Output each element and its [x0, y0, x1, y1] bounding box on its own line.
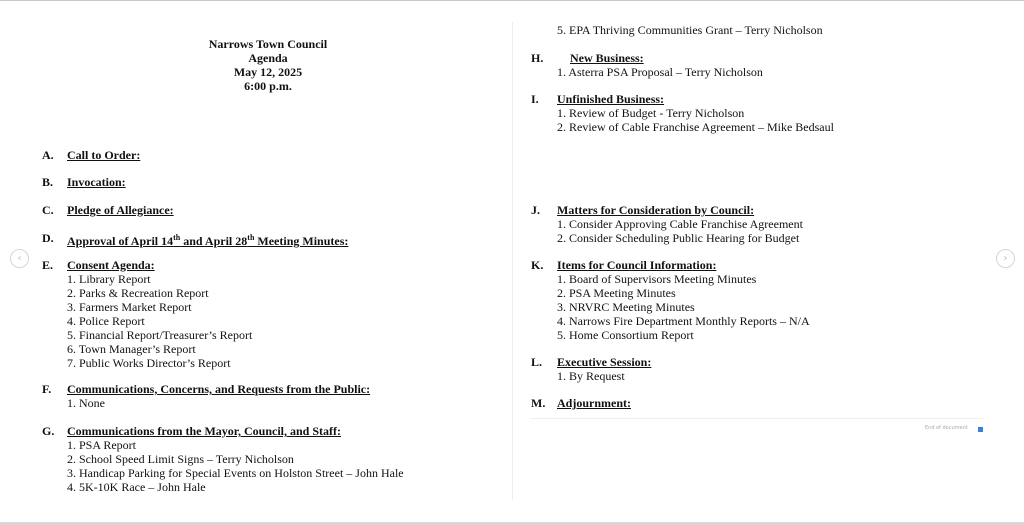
next-page-icon[interactable]: › [996, 249, 1015, 268]
section-letter: I. [531, 92, 539, 106]
list-item: 6. Town Manager’s Report [67, 342, 196, 356]
list-item: 3. Handicap Parking for Special Events on Holston Street – John Hale [67, 466, 404, 480]
section-letter: H. [531, 51, 544, 65]
viewer-top-border [0, 0, 1024, 1]
section-heading: New Business: [570, 51, 644, 65]
end-of-document-marker-icon [978, 427, 983, 432]
list-item: 2. School Speed Limit Signs – Terry Nicholson [67, 452, 294, 466]
list-item: 2. PSA Meeting Minutes [557, 286, 676, 300]
list-item: 4. Police Report [67, 314, 145, 328]
list-item: 5. Financial Report/Treasurer’s Report [67, 328, 253, 342]
list-item: 5. EPA Thriving Communities Grant – Terry Nicholson [557, 23, 823, 37]
section-heading: Matters for Consideration by Council: [557, 203, 755, 217]
section-heading: Pledge of Allegiance: [67, 203, 174, 217]
end-of-document-label: End of document [925, 425, 968, 431]
section-heading: Executive Session: [557, 355, 652, 369]
previous-page-icon[interactable]: ‹ [10, 249, 29, 268]
section-letter: A. [42, 148, 54, 162]
meeting-time: 6:00 p.m. [244, 79, 292, 93]
section-heading: Invocation: [67, 175, 126, 189]
section-heading: Approval of April 14th and April 28th Meeting Minutes: [67, 233, 349, 248]
section-letter: L. [531, 355, 543, 369]
section-letter: K. [531, 258, 544, 272]
agenda-label: Agenda [248, 51, 288, 65]
section-letter: F. [42, 382, 52, 396]
list-item: 1. PSA Report [67, 438, 137, 452]
list-item: 2. Parks & Recreation Report [67, 286, 209, 300]
list-item: 1. By Request [557, 369, 625, 383]
agenda-title-block [168, 37, 368, 93]
list-item: 4. 5K-10K Race – John Hale [67, 480, 206, 494]
list-item: 1. Asterra PSA Proposal – Terry Nicholson [557, 65, 763, 79]
list-item: 3. NRVRC Meeting Minutes [557, 300, 695, 314]
list-item: 1. Library Report [67, 272, 151, 286]
list-item: 5. Home Consortium Report [557, 328, 694, 342]
section-heading: Consent Agenda: [67, 258, 155, 272]
page-divider [512, 22, 513, 500]
section-letter: B. [42, 175, 54, 189]
section-letter: G. [42, 424, 55, 438]
list-item: 1. Consider Approving Cable Franchise Agreement [557, 217, 803, 231]
council-name: Narrows Town Council [208, 37, 328, 51]
list-item: 3. Farmers Market Report [67, 300, 192, 314]
section-heading: Communications from the Mayor, Council, and Staff: [67, 424, 342, 438]
meeting-date: May 12, 2025 [233, 65, 303, 79]
section-heading: Call to Order: [67, 148, 141, 162]
list-item: 7. Public Works Director’s Report [67, 356, 231, 370]
list-item: 4. Narrows Fire Department Monthly Reports – N/A [557, 314, 810, 328]
list-item: 1. Review of Budget - Terry Nicholson [557, 106, 745, 120]
end-of-document-rule [530, 418, 983, 419]
list-item: 2. Review of Cable Franchise Agreement – Mike Bedsaul [557, 120, 834, 134]
list-item: 1. Board of Supervisors Meeting Minutes [557, 272, 757, 286]
list-item: 1. None [67, 396, 105, 410]
section-letter: D. [42, 231, 54, 245]
section-heading: Items for Council Information: [557, 258, 717, 272]
list-item: 2. Consider Scheduling Public Hearing for Budget [557, 231, 800, 245]
section-letter: C. [42, 203, 54, 217]
section-letter: J. [531, 203, 540, 217]
section-letter: E. [42, 258, 54, 272]
section-heading: Adjournment: [557, 396, 631, 410]
section-heading: Communications, Concerns, and Requests from the Public: [67, 382, 371, 396]
section-heading: Unfinished Business: [557, 92, 665, 106]
section-letter: M. [531, 396, 546, 410]
